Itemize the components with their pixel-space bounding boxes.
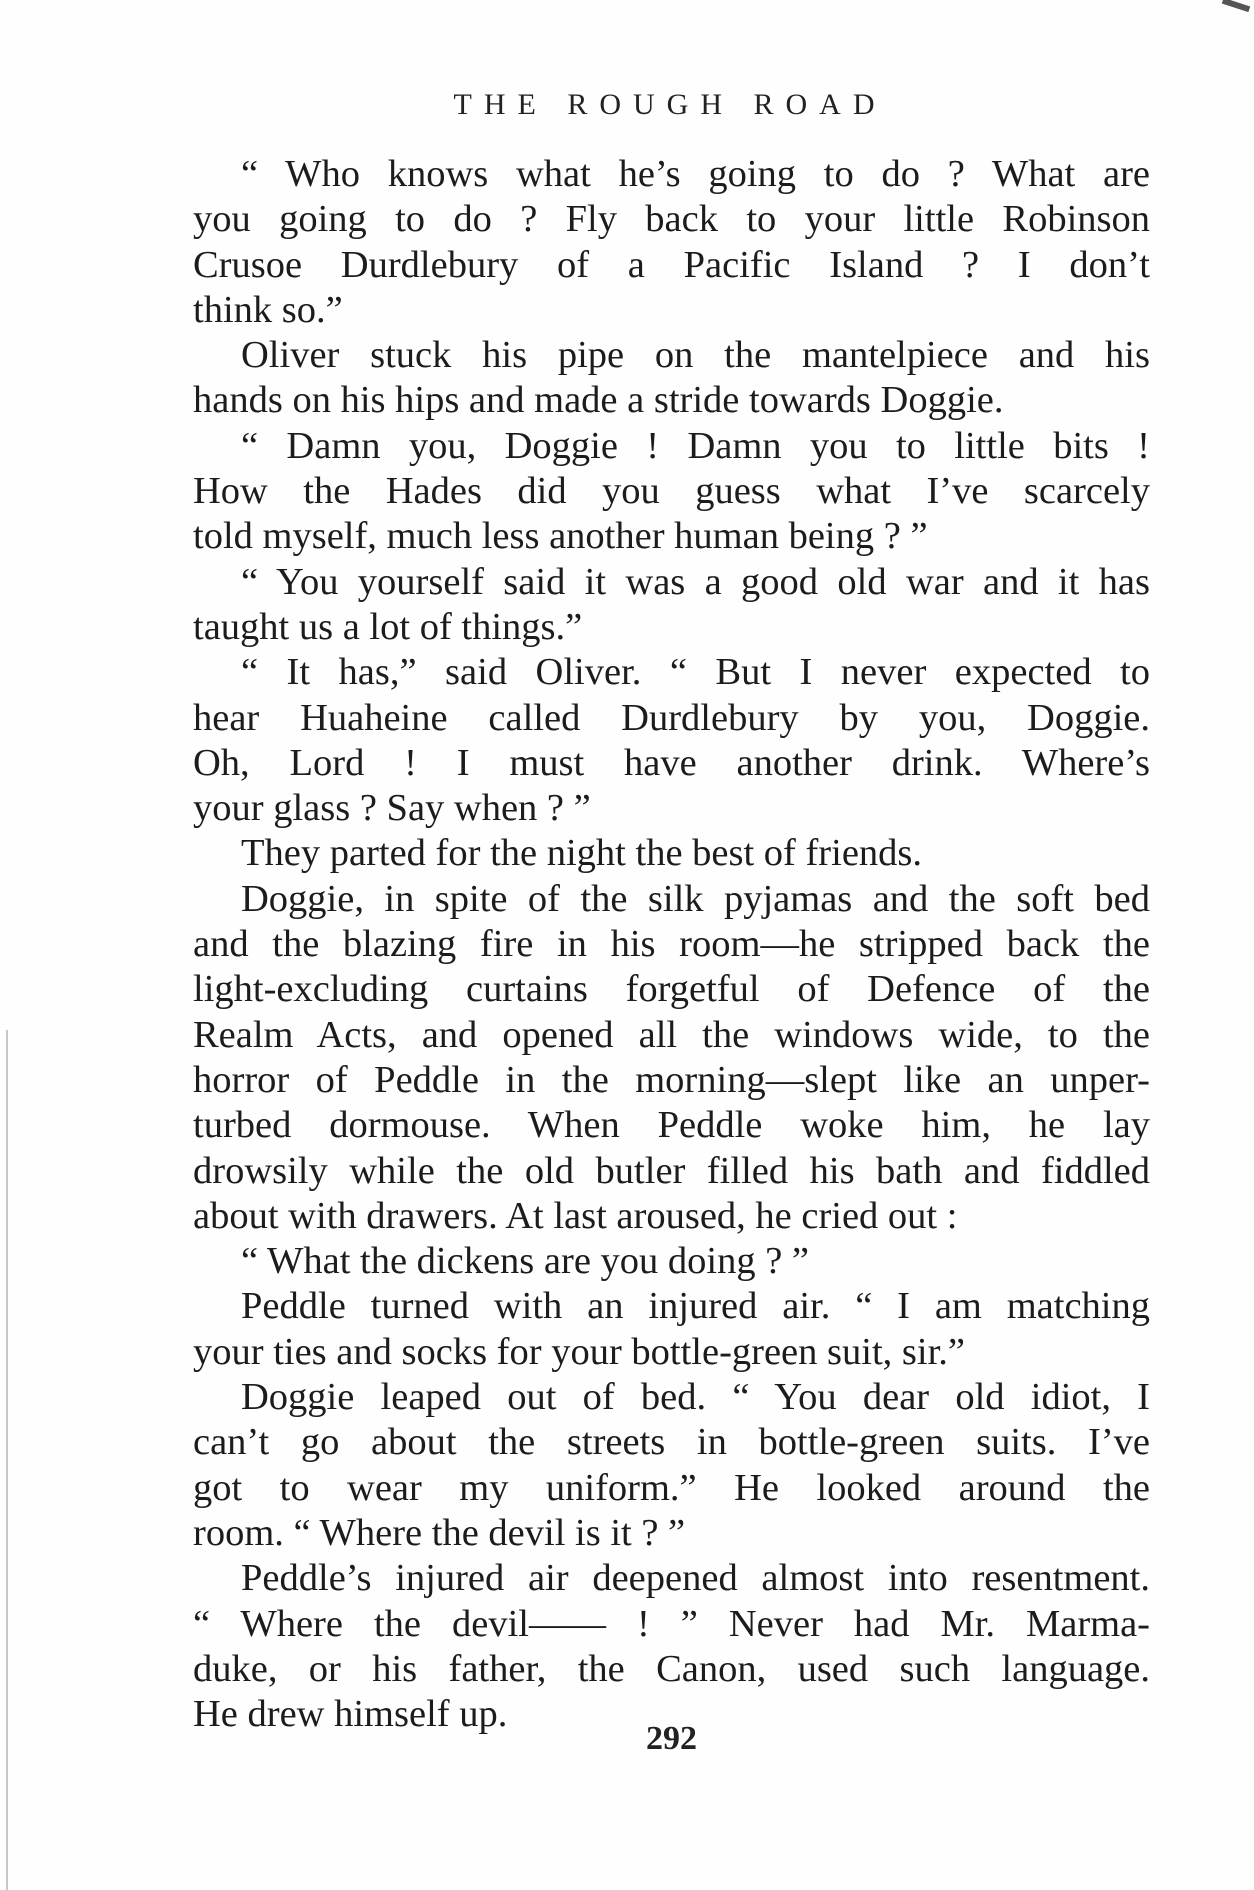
text-line: drowsily while the old butler filled his bath and fiddled [193,1149,1150,1192]
text-line: light-excluding curtains forgetful of Defence of the [193,968,1150,1011]
text-line: horror of Peddle in the morning—slept like an unper- [193,1058,1150,1101]
text-line: your glass ? Say when ? ” [193,787,591,830]
text-line: Crusoe Durdlebury of a Pacific Island ? I don’t [193,243,1150,286]
scan-gutter-shadow [6,1030,8,1890]
text-line: you going to do ? Fly back to your little Robinson [193,198,1150,241]
text-line: Doggie, in spite of the silk pyjamas and the soft bed [241,877,1150,920]
text-line: They parted for the night the best of friends. [241,832,923,875]
text-line: “ Who knows what he’s going to do ? What are [241,153,1150,195]
text-line: duke, or his father, the Canon, used such language. [193,1647,1150,1690]
page-number: 292 [646,1720,697,1757]
text-line: How the Hades did you guess what I’ve scarcely [193,470,1150,513]
text-line: Oliver stuck his pipe on the mantelpiece and his [241,334,1150,377]
text-line: Doggie leaped out of bed. “ You dear old idiot, I [241,1376,1150,1419]
text-line: Peddle’s injured air deepened almost into resentment. [241,1557,1150,1600]
scan-corner-mark [1222,0,1250,12]
text-line: turbed dormouse. When Peddle woke him, he lay [193,1104,1150,1147]
text-line: can’t go about the streets in bottle-green suits. I’ve [193,1421,1150,1464]
text-line: “ Where the devil—— ! ” Never had Mr. Marma- [193,1602,1150,1645]
text-line: about with drawers. At last aroused, he cried out : [193,1194,958,1237]
text-line: Peddle turned with an injured air. “ I am matching [241,1285,1150,1328]
text-line: told myself, much less another human being ? ” [193,515,928,558]
text-line: Oh, Lord ! I must have another drink. Where’s [193,741,1150,784]
text-line: Realm Acts, and opened all the windows wide, to the [193,1013,1150,1056]
text-line: your ties and socks for your bottle-green suit, sir.” [193,1330,965,1373]
text-line: “ You yourself said it was a good old war and it has [241,560,1150,603]
text-line: and the blazing fire in his room—he stripped back the [193,923,1150,966]
text-line: He drew himself up. [193,1693,508,1736]
text-line: got to wear my uniform.” He looked around the [193,1466,1150,1509]
text-line: “ What the dickens are you doing ? ” [241,1240,810,1283]
text-line: hands on his hips and made a stride towards Doggie. [193,379,1004,422]
text-line: hear Huaheine called Durdlebury by you, Doggie. [193,696,1150,739]
text-line: room. “ Where the devil is it ? ” [193,1511,686,1554]
text-line: taught us a lot of things.” [193,605,583,648]
text-line: think so.” [193,288,343,331]
body-text [193,152,1150,1737]
text-line: “ Damn you, Doggie ! Damn you to little bits ! [241,424,1150,467]
text-line: “ It has,” said Oliver. “ But I never expected to [241,651,1150,694]
running-head: THE ROUGH ROAD [453,88,887,121]
